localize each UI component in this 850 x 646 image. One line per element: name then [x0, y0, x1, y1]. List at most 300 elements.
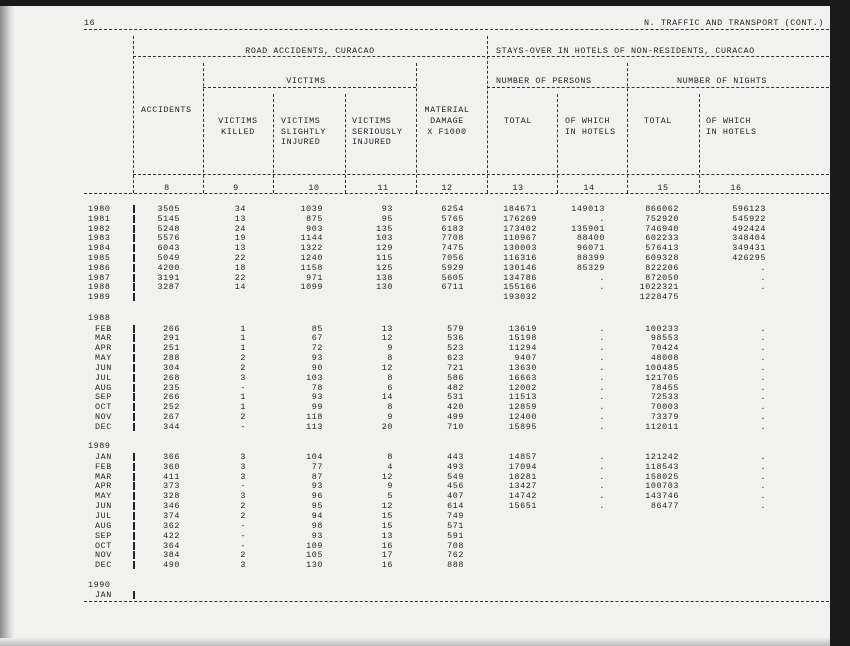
table-cell: 72: [311, 343, 323, 354]
table-cell: 1: [240, 392, 246, 403]
column-separator-mark: [133, 384, 135, 392]
table-cell: -: [240, 422, 246, 432]
table-cell: 130: [306, 560, 323, 571]
table-cell: 14: [234, 282, 246, 293]
table-cell: 426295: [732, 253, 766, 263]
row-label: JUL: [95, 372, 112, 383]
table-cell: 16: [381, 560, 393, 571]
column-separator-mark: [133, 364, 135, 372]
table-cell: .: [599, 333, 605, 344]
sep-3: [273, 94, 274, 193]
table-cell: 129: [376, 243, 393, 254]
table-cell: .: [760, 501, 766, 512]
table-cell: .: [760, 272, 766, 283]
header-nights-hotels-1: OF WHICH: [706, 116, 752, 126]
row-label: 1988: [88, 282, 111, 293]
header-persons-hotels-2: IN HOTELS: [565, 127, 616, 137]
table-cell: 86477: [650, 501, 679, 512]
header-victims-killed-2: KILLED: [221, 127, 255, 137]
table-cell: 531: [447, 392, 464, 403]
column-separator-mark: [133, 453, 135, 461]
column-separator-mark: [133, 225, 135, 233]
table-cell: 6254: [441, 204, 464, 214]
table-cell: 614: [447, 501, 464, 512]
table-cell: 135: [376, 223, 393, 234]
table-cell: .: [599, 422, 605, 432]
table-cell: .: [760, 382, 766, 393]
table-cell: 7056: [441, 253, 464, 263]
page-number: 16: [84, 18, 96, 28]
sep-4: [345, 94, 346, 193]
table-cell: 746940: [645, 223, 679, 234]
table-cell: 15: [381, 520, 393, 531]
table-cell: 523: [447, 343, 464, 354]
table-cell: 492424: [732, 223, 766, 234]
table-cell: -: [240, 481, 246, 492]
table-cell: 15198: [508, 333, 537, 344]
table-cell: 100703: [645, 481, 679, 492]
table-cell: 482: [447, 382, 464, 393]
table-cell: 115: [376, 253, 393, 263]
sep-9: [699, 94, 700, 193]
header-victims-killed-1: VICTIMS: [218, 116, 258, 126]
table-cell: 762: [447, 550, 464, 561]
row-label: AUG: [95, 382, 112, 393]
row-label: JAN: [95, 451, 112, 462]
header-damage-2: DAMAGE: [430, 116, 464, 126]
header-damage-1: MATERIAL: [424, 105, 470, 115]
header-seriously-2: SERIOUSLY: [352, 127, 403, 137]
column-separator-mark: [133, 551, 135, 559]
header-number-of-nights: NUMBER OF NIGHTS: [676, 76, 768, 86]
table-cell: 118: [306, 412, 323, 423]
rule-colnums-top: [133, 174, 829, 175]
table-cell: 103: [306, 372, 323, 383]
column-separator-mark: [133, 502, 135, 510]
table-cell: .: [760, 412, 766, 423]
table-cell: 12859: [508, 402, 537, 413]
sep-5: [416, 63, 417, 193]
table-cell: 422: [163, 530, 180, 541]
table-cell: 9407: [514, 353, 537, 364]
table-cell: 158025: [645, 471, 679, 482]
row-label: NOV: [95, 412, 112, 423]
table-cell: 78: [311, 382, 323, 393]
table-cell: 251: [163, 343, 180, 354]
column-separator-mark: [133, 512, 135, 520]
row-label: APR: [95, 481, 112, 492]
table-cell: .: [760, 481, 766, 492]
table-cell: .: [760, 471, 766, 482]
table-cell: 15895: [508, 422, 537, 432]
sep-2: [203, 63, 204, 193]
column-separator-mark: [133, 413, 135, 421]
header-accidents: ACCIDENTS: [141, 105, 192, 115]
table-cell: 268: [163, 372, 180, 383]
table-cell: .: [760, 323, 766, 334]
table-cell: 15: [381, 510, 393, 521]
table-cell: .: [599, 501, 605, 512]
table-cell: 19: [234, 233, 246, 244]
table-cell: 1322: [300, 243, 323, 254]
sep-1: [133, 36, 134, 193]
header-nights-total: TOTAL: [643, 116, 673, 126]
rule-victims: [203, 87, 416, 88]
table-cell: .: [599, 451, 605, 462]
column-separator-mark: [133, 463, 135, 471]
table-cell: 749: [447, 510, 464, 521]
column-number: 16: [730, 183, 742, 193]
header-damage-3: X F1000: [427, 127, 467, 137]
document-page: [0, 6, 830, 646]
table-cell: .: [599, 323, 605, 334]
table-cell: 411: [163, 471, 180, 482]
table-cell: 710: [447, 422, 464, 432]
table-cell: 87: [311, 471, 323, 482]
table-cell: 364: [163, 540, 180, 551]
table-cell: 11294: [508, 343, 537, 354]
column-number: 14: [583, 183, 595, 193]
table-cell: 16663: [508, 372, 537, 383]
table-cell: 78455: [650, 382, 679, 393]
table-cell: 3: [240, 560, 246, 571]
table-cell: 6: [387, 382, 393, 393]
table-cell: 73379: [650, 412, 679, 423]
table-cell: 571: [447, 520, 464, 531]
column-number: 11: [377, 183, 389, 193]
table-cell: 13: [234, 213, 246, 224]
table-cell: 252: [163, 402, 180, 413]
table-cell: 266: [163, 392, 180, 403]
table-cell: 373: [163, 481, 180, 492]
table-cell: .: [760, 353, 766, 364]
table-cell: 586: [447, 372, 464, 383]
table-cell: .: [599, 491, 605, 502]
table-cell: 2: [240, 353, 246, 364]
table-cell: 752920: [645, 213, 679, 224]
table-cell: 105: [306, 550, 323, 561]
column-separator-mark: [133, 344, 135, 352]
table-cell: 3: [240, 451, 246, 462]
table-cell: 173402: [503, 223, 537, 234]
table-cell: 5248: [157, 223, 180, 234]
table-cell: 609328: [645, 253, 679, 263]
row-label: 1983: [88, 233, 111, 244]
column-number: 13: [512, 183, 524, 193]
table-cell: .: [599, 362, 605, 373]
table-cell: 2: [240, 412, 246, 423]
header-slightly-1: VICTIMS: [281, 116, 321, 126]
table-cell: .: [760, 402, 766, 413]
row-label: JAN: [95, 590, 112, 601]
table-cell: .: [760, 343, 766, 354]
header-slightly-2: SLIGHTLY: [281, 127, 327, 137]
table-cell: 22: [234, 272, 246, 283]
table-cell: .: [599, 213, 605, 224]
table-cell: 104: [306, 451, 323, 462]
table-cell: 4200: [157, 262, 180, 273]
table-cell: 5929: [441, 262, 464, 273]
table-cell: 1240: [300, 253, 323, 263]
table-cell: 22: [234, 253, 246, 263]
table-cell: 100233: [645, 323, 679, 334]
table-cell: 349431: [732, 243, 766, 254]
table-cell: .: [760, 451, 766, 462]
column-separator-mark: [133, 354, 135, 362]
table-cell: 374: [163, 510, 180, 521]
table-cell: 93: [311, 530, 323, 541]
table-cell: 549: [447, 471, 464, 482]
table-cell: 112011: [645, 422, 679, 432]
table-cell: 971: [306, 272, 323, 283]
table-cell: 9: [387, 412, 393, 423]
table-cell: 12: [381, 471, 393, 482]
table-cell: .: [599, 412, 605, 423]
year-heading: 1988: [88, 313, 111, 323]
row-label: APR: [95, 343, 112, 354]
table-cell: 6043: [157, 243, 180, 254]
table-cell: 5: [387, 491, 393, 502]
column-separator-mark: [133, 205, 135, 213]
column-number: 8: [164, 183, 170, 193]
column-separator-mark: [133, 532, 135, 540]
table-cell: .: [599, 382, 605, 393]
table-cell: 17094: [508, 461, 537, 472]
table-cell: 95: [381, 213, 393, 224]
column-separator-mark: [133, 325, 135, 333]
table-cell: 456: [447, 481, 464, 492]
table-cell: 12: [381, 362, 393, 373]
row-label: MAY: [95, 491, 112, 502]
table-cell: 121242: [645, 451, 679, 462]
header-seriously-1: VICTIMS: [352, 116, 392, 126]
column-separator-mark: [133, 215, 135, 223]
table-cell: 493: [447, 461, 464, 472]
table-cell: 2: [240, 510, 246, 521]
table-cell: .: [760, 461, 766, 472]
table-cell: 18: [234, 262, 246, 273]
table-cell: .: [599, 471, 605, 482]
table-cell: -: [240, 520, 246, 531]
table-cell: 2: [240, 501, 246, 512]
row-label: JUN: [95, 501, 112, 512]
table-cell: .: [599, 272, 605, 283]
table-cell: 3287: [157, 282, 180, 293]
table-cell: 143746: [645, 491, 679, 502]
table-cell: 2: [240, 550, 246, 561]
table-cell: 109: [306, 540, 323, 551]
table-cell: 499: [447, 412, 464, 423]
table-cell: 591: [447, 530, 464, 541]
table-cell: 24: [234, 223, 246, 234]
header-persons-total: TOTAL: [503, 116, 533, 126]
table-cell: 18281: [508, 471, 537, 482]
table-cell: .: [760, 333, 766, 344]
column-separator-mark: [133, 492, 135, 500]
table-cell: 48008: [650, 353, 679, 364]
header-slightly-3: INJURED: [281, 137, 321, 147]
row-label: JUN: [95, 362, 112, 373]
table-cell: 7708: [441, 233, 464, 244]
table-cell: .: [760, 362, 766, 373]
table-cell: 384: [163, 550, 180, 561]
table-cell: 9: [387, 343, 393, 354]
table-cell: .: [760, 282, 766, 293]
table-cell: .: [599, 282, 605, 293]
table-cell: 3505: [157, 204, 180, 214]
table-cell: 872050: [645, 272, 679, 283]
table-cell: 5049: [157, 253, 180, 263]
table-cell: 14: [381, 392, 393, 403]
table-cell: 1144: [300, 233, 323, 244]
table-cell: 121705: [645, 372, 679, 383]
row-label: 1985: [88, 253, 111, 263]
table-cell: 118543: [645, 461, 679, 472]
table-cell: .: [599, 392, 605, 403]
table-cell: -: [240, 530, 246, 541]
table-cell: 490: [163, 560, 180, 571]
table-cell: 149013: [571, 204, 605, 214]
table-cell: 15651: [508, 501, 537, 512]
row-label: NOV: [95, 550, 112, 561]
table-cell: 1: [240, 333, 246, 344]
table-cell: 6183: [441, 223, 464, 234]
table-cell: 3: [240, 471, 246, 482]
page-edge-shadow: [0, 638, 830, 646]
row-label: MAY: [95, 353, 112, 364]
table-cell: 11513: [508, 392, 537, 403]
table-cell: 67: [311, 333, 323, 344]
table-cell: 88400: [576, 233, 605, 244]
column-separator-mark: [133, 403, 135, 411]
table-cell: 328: [163, 491, 180, 502]
table-cell: 130: [376, 282, 393, 293]
table-cell: 12002: [508, 382, 537, 393]
table-cell: .: [760, 262, 766, 273]
table-cell: .: [599, 461, 605, 472]
column-separator-mark: [133, 522, 135, 530]
row-label: 1981: [88, 213, 111, 224]
column-separator-mark: [133, 482, 135, 490]
rule-top: [84, 29, 829, 30]
table-cell: 266: [163, 323, 180, 334]
table-cell: 16: [381, 540, 393, 551]
table-cell: 407: [447, 491, 464, 502]
table-cell: 130003: [503, 243, 537, 254]
table-cell: 362: [163, 520, 180, 531]
table-cell: 12400: [508, 412, 537, 423]
column-separator-mark: [133, 293, 135, 301]
table-cell: 1: [240, 402, 246, 413]
table-cell: 8: [387, 353, 393, 364]
table-cell: 93: [311, 481, 323, 492]
table-cell: 130146: [503, 262, 537, 273]
table-cell: 1039: [300, 204, 323, 214]
rule-persons-nights: [487, 87, 829, 88]
table-cell: 20: [381, 422, 393, 432]
row-label: FEB: [95, 323, 112, 334]
header-number-of-persons: NUMBER OF PERSONS: [496, 76, 592, 86]
table-cell: 135901: [571, 223, 605, 234]
table-cell: 4: [387, 461, 393, 472]
table-cell: 13427: [508, 481, 537, 492]
table-cell: 85: [311, 323, 323, 334]
table-cell: 7475: [441, 243, 464, 254]
row-label: MAR: [95, 471, 112, 482]
row-label: OCT: [95, 402, 112, 413]
table-cell: 346: [163, 501, 180, 512]
row-label: 1980: [88, 204, 111, 214]
column-separator-mark: [133, 561, 135, 569]
rule-bottom: [84, 601, 829, 602]
table-cell: -: [240, 382, 246, 393]
table-cell: 443: [447, 451, 464, 462]
row-label: DEC: [95, 560, 112, 571]
table-cell: 536: [447, 333, 464, 344]
table-cell: .: [760, 392, 766, 403]
column-number: 12: [441, 183, 453, 193]
column-number: 10: [308, 183, 320, 193]
table-cell: 96071: [576, 243, 605, 254]
table-cell: 602233: [645, 233, 679, 244]
table-cell: 5765: [441, 213, 464, 224]
table-cell: 8: [387, 451, 393, 462]
table-cell: 13619: [508, 323, 537, 334]
row-label: JUL: [95, 510, 112, 521]
table-cell: 70003: [650, 402, 679, 413]
table-cell: 1022321: [639, 282, 679, 293]
table-cell: 88399: [576, 253, 605, 263]
table-cell: 721: [447, 362, 464, 373]
column-separator-mark: [133, 473, 135, 481]
column-separator-mark: [133, 244, 135, 252]
table-cell: 72533: [650, 392, 679, 403]
table-cell: 13: [381, 530, 393, 541]
header-persons-hotels-1: OF WHICH: [565, 116, 611, 126]
year-heading: 1990: [88, 579, 111, 590]
table-cell: 366: [163, 451, 180, 462]
table-cell: 116316: [503, 253, 537, 263]
header-seriously-3: INJURED: [352, 137, 392, 147]
table-cell: 3: [240, 461, 246, 472]
rule-group: [133, 56, 829, 57]
header-road-accidents: ROAD ACCIDENTS, CURACAO: [245, 46, 375, 56]
table-cell: 2: [240, 362, 246, 373]
table-cell: 5145: [157, 213, 180, 224]
table-cell: 304: [163, 362, 180, 373]
table-cell: 1: [240, 323, 246, 334]
table-cell: 70424: [650, 343, 679, 354]
table-cell: 360: [163, 461, 180, 472]
table-cell: 85329: [576, 262, 605, 273]
table-cell: 267: [163, 412, 180, 423]
row-label: 1989: [88, 292, 111, 303]
table-cell: 93: [381, 204, 393, 214]
column-separator-mark: [133, 234, 135, 242]
table-cell: 93: [311, 353, 323, 364]
table-cell: 875: [306, 213, 323, 224]
table-cell: 96: [311, 491, 323, 502]
table-cell: 9: [387, 481, 393, 492]
sep-6: [487, 36, 488, 193]
row-label: SEP: [95, 392, 112, 403]
section-title: N. TRAFFIC AND TRANSPORT (CONT.): [643, 18, 824, 28]
table-cell: 1: [240, 343, 246, 354]
table-cell: 110967: [503, 233, 537, 244]
table-cell: 176269: [503, 213, 537, 224]
table-cell: 125: [376, 262, 393, 273]
column-separator-mark: [133, 264, 135, 272]
